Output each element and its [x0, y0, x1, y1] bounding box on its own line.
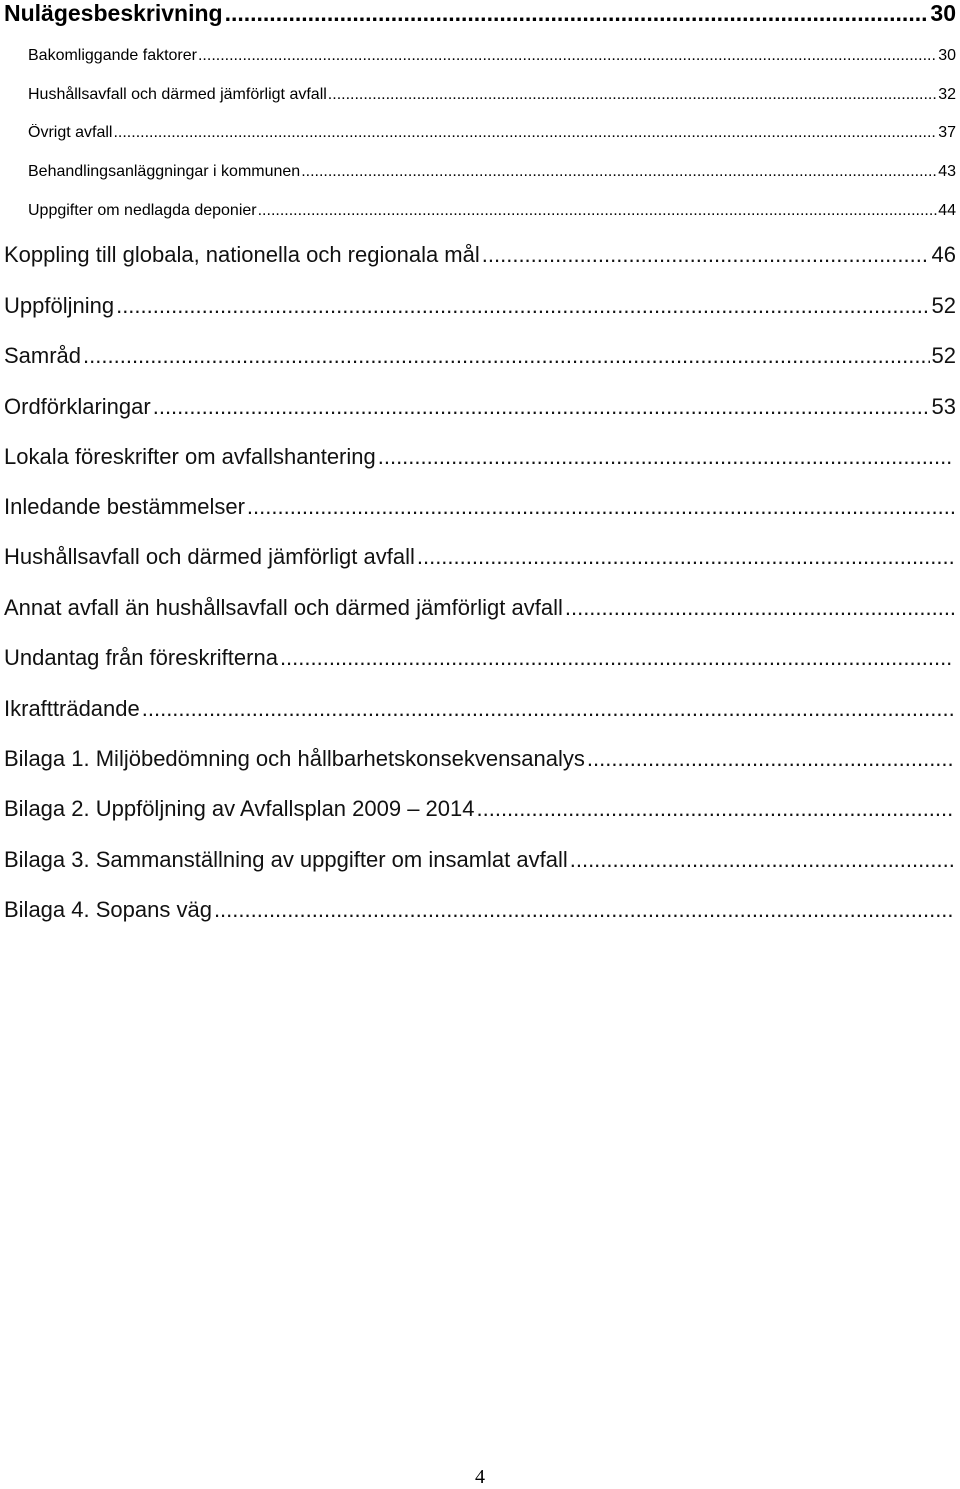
toc-dot-leader — [301, 163, 937, 181]
toc-entry-page: 53 — [931, 394, 956, 419]
toc-dot-leader — [570, 847, 954, 873]
toc-entry-label: Ordförklaringar — [4, 394, 151, 419]
toc-entry-annat-avfall[interactable] — [4, 595, 956, 621]
toc-entry-hushallsavfall[interactable] — [28, 86, 956, 104]
toc-entry-label: Bakomliggande faktorer — [28, 47, 197, 64]
toc-entry-page: 52 — [931, 343, 956, 368]
toc-dot-leader — [214, 897, 954, 923]
toc-dot-leader — [258, 202, 938, 220]
toc-entry-label: Hushållsavfall och därmed jämförligt avfall — [28, 86, 327, 103]
toc-dot-leader — [417, 544, 954, 570]
toc-entry-ovrigt-avfall[interactable] — [28, 124, 956, 142]
toc-entry-nedlagda-deponier[interactable] — [28, 202, 956, 220]
toc-entry-koppling-mal[interactable] — [4, 242, 956, 268]
toc-entry-label: Bilaga 4. Sopans väg — [4, 897, 212, 922]
toc-entry-label: Undantag från föreskrifterna — [4, 645, 278, 670]
toc-dot-leader — [198, 47, 937, 65]
toc-entry-label: Hushållsavfall och därmed jämförligt avfall — [4, 544, 415, 569]
toc-entry-label: Bilaga 3. Sammanställning av uppgifter om insamlat avfall — [4, 847, 568, 872]
toc-entry-label: Lokala föreskrifter om avfallshantering — [4, 444, 376, 469]
toc-dot-leader — [142, 696, 954, 722]
toc-entry-page: 37 — [938, 124, 956, 141]
toc-entry-page: 30 — [930, 0, 956, 26]
toc-entry-inledande-bestammelser[interactable] — [4, 494, 956, 520]
toc-dot-leader — [328, 86, 937, 104]
toc-dot-leader — [153, 394, 930, 420]
toc-dot-leader — [565, 595, 954, 621]
toc-dot-leader — [587, 746, 954, 772]
toc-entry-bilaga-3[interactable] — [4, 847, 956, 873]
toc-entry-label: Inledande bestämmelser — [4, 494, 245, 519]
toc-dot-leader — [482, 242, 930, 268]
toc-entry-label: Bilaga 1. Miljöbedömning och hållbarhetskonsekvensanalys — [4, 746, 585, 771]
toc-entry-label: Behandlingsanläggningar i kommunen — [28, 163, 301, 180]
toc-entry-label: Samråd — [4, 343, 82, 368]
toc-dot-leader — [280, 645, 954, 671]
toc-entry-page: 30 — [938, 47, 956, 64]
toc-dot-leader — [113, 124, 937, 142]
toc-entry-samrad[interactable] — [4, 343, 956, 369]
page-number: 4 — [475, 1466, 485, 1488]
toc-entry-label: Annat avfall än hushållsavfall och därmed jämförligt avfall — [4, 595, 563, 620]
toc-dot-leader — [378, 444, 954, 470]
toc-entry-bilaga-1[interactable] — [4, 746, 956, 772]
toc-entry-hushallsavfall-foreskrift[interactable] — [4, 544, 956, 570]
toc-dot-leader — [116, 293, 929, 319]
toc-entry-page: 32 — [938, 86, 956, 103]
toc-entry-lokala-foreskrifter[interactable] — [4, 444, 956, 470]
toc-entry-ordforklaringar[interactable] — [4, 394, 956, 420]
toc-entry-nulagesbeskrivning[interactable] — [4, 0, 956, 27]
toc-entry-page: 43 — [938, 163, 956, 180]
toc-dot-leader — [247, 494, 954, 520]
toc-entry-bilaga-4[interactable] — [4, 897, 956, 923]
toc-entry-page: 44 — [938, 202, 956, 219]
toc-entry-label: Övrigt avfall — [28, 124, 113, 141]
toc-entry-ikrafttradande[interactable] — [4, 696, 956, 722]
toc-entry-label: Uppgifter om nedlagda deponier — [28, 202, 257, 219]
toc-entry-behandlingsanlaggningar[interactable] — [28, 163, 956, 181]
toc-entry-label: Koppling till globala, nationella och regionala mål — [4, 242, 480, 267]
toc-dot-leader — [477, 796, 955, 822]
toc-entry-page: 46 — [931, 242, 956, 267]
toc-dot-leader — [83, 343, 929, 369]
toc-entry-bakomliggande-faktorer[interactable] — [28, 47, 956, 65]
toc-entry-label: Ikraftträdande — [4, 696, 140, 721]
toc-entry-label: Nulägesbeskrivning — [4, 0, 223, 26]
toc-entry-label: Bilaga 2. Uppföljning av Avfallsplan 2009 – 2014 — [4, 796, 475, 821]
toc-entry-page: 52 — [931, 293, 956, 318]
toc-entry-bilaga-2[interactable] — [4, 796, 956, 822]
toc-entry-label: Uppföljning — [4, 293, 115, 318]
toc-entry-uppfoljning[interactable] — [4, 293, 956, 319]
toc-entry-undantag[interactable] — [4, 645, 956, 671]
toc-dot-leader — [225, 0, 929, 27]
